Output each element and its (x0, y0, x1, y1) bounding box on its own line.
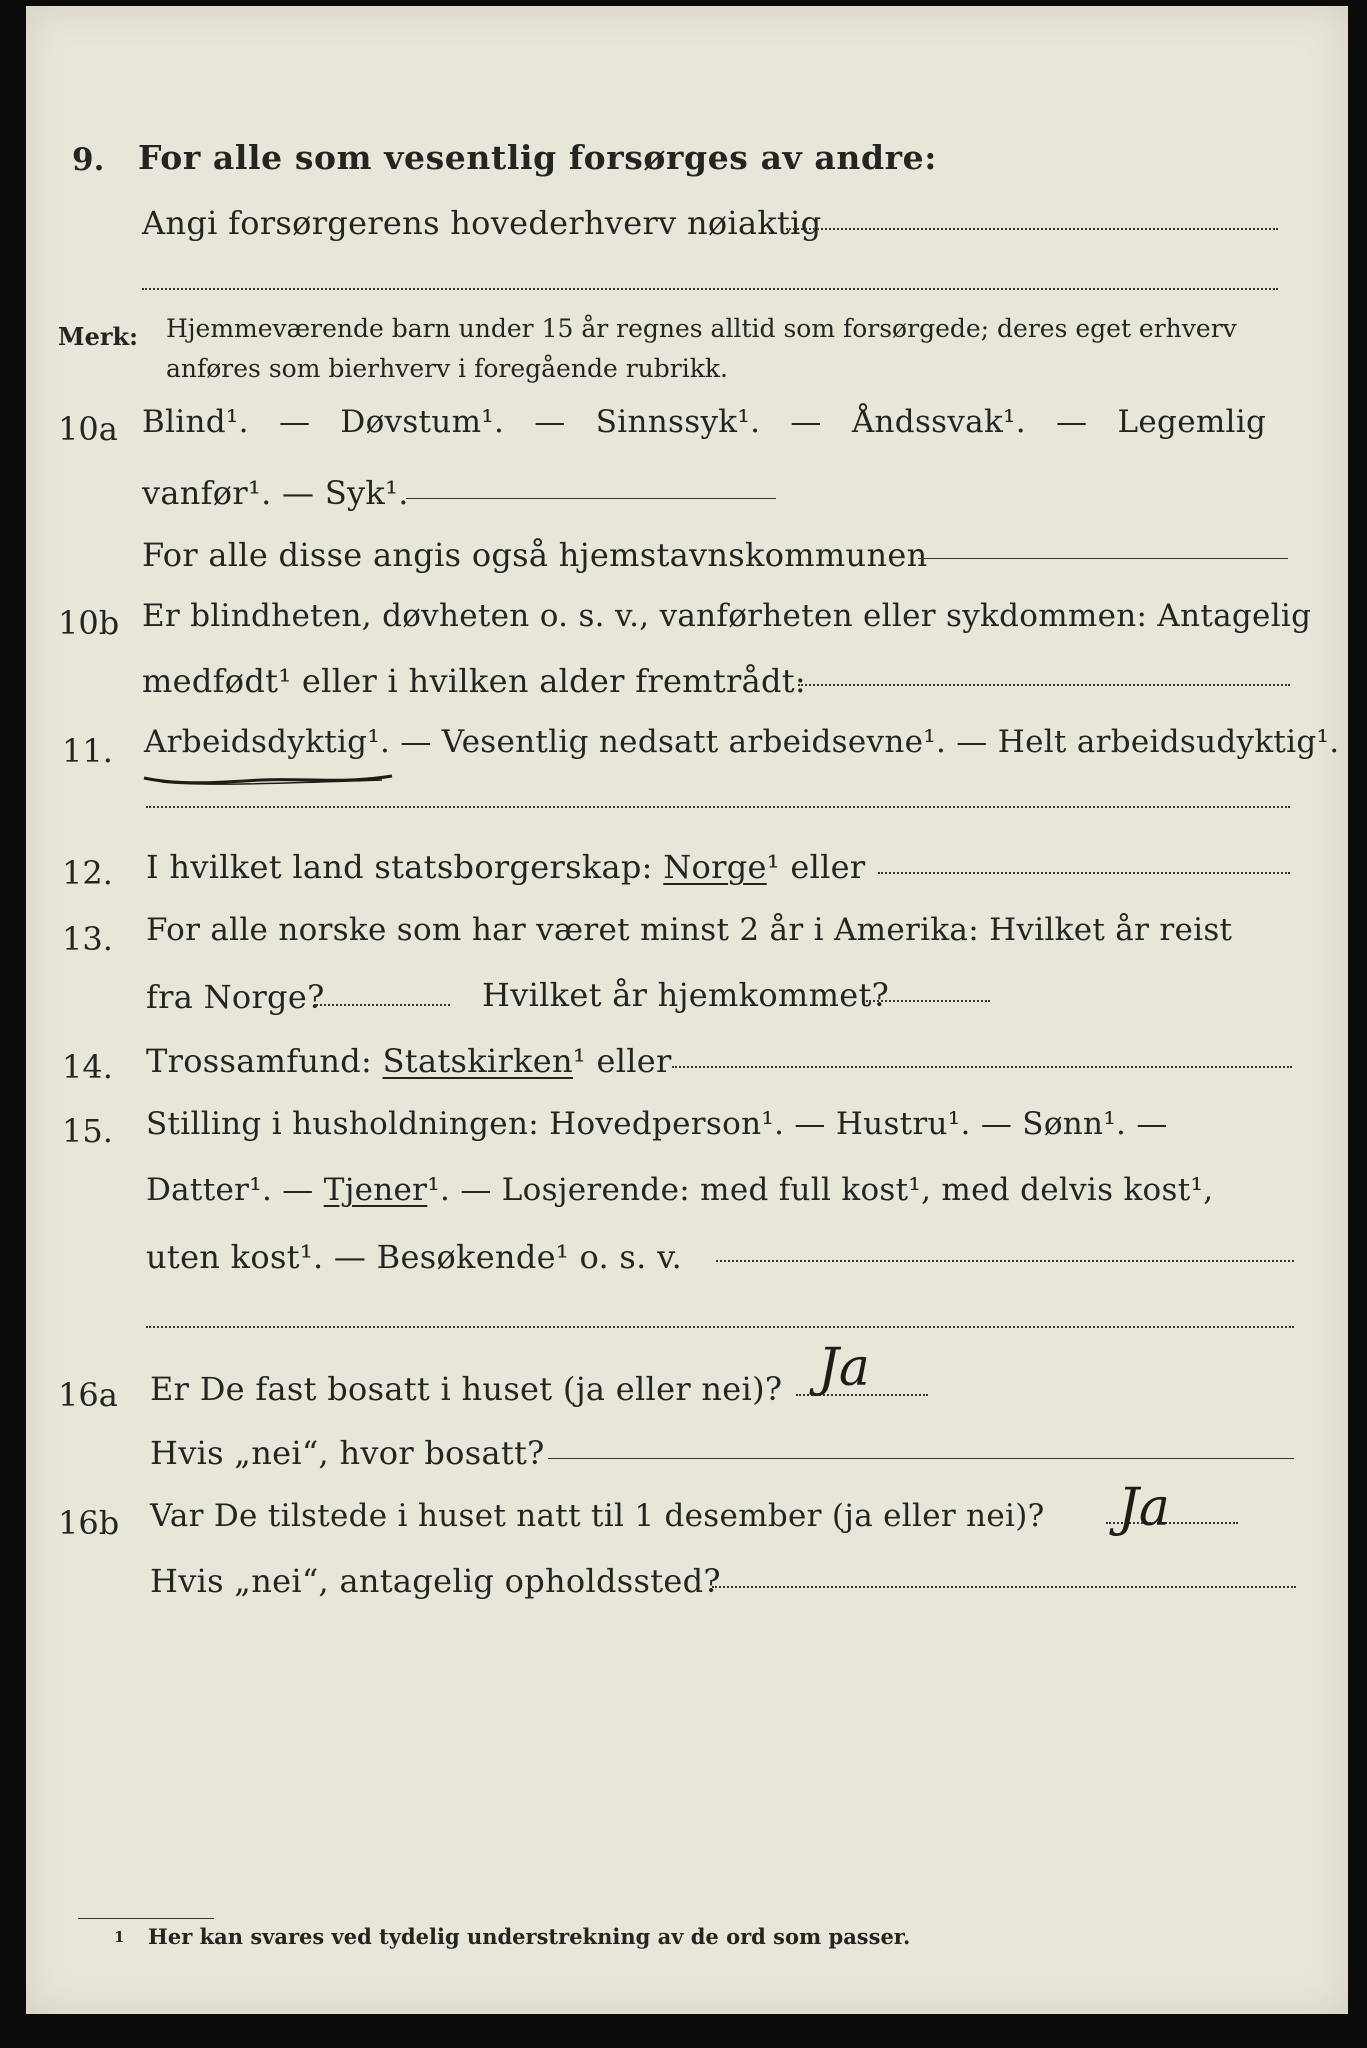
merk-label: Merk: (58, 322, 138, 351)
q15-line3: uten kost¹. — Besøkende¹ o. s. v. (146, 1238, 683, 1276)
q10a-number: 10a (58, 410, 118, 448)
census-form-page (26, 6, 1348, 2014)
q10a-hjemstavn-line[interactable] (918, 558, 1288, 559)
q11-answer-line[interactable] (146, 806, 1290, 808)
q16b-handwritten-answer: Ja (1118, 1478, 1170, 1538)
q16b-line1: Var De tilstede i huset natt til 1 desember (ja eller nei)? (150, 1498, 1045, 1534)
q10a-line2: vanfør¹. — Syk¹. (142, 474, 409, 512)
q16b-number: 16b (58, 1504, 120, 1542)
q16b-line2: Hvis „nei“, antagelig opholdssted? (150, 1562, 721, 1600)
q16a-line2: Hvis „nei“, hvor bosatt? (150, 1434, 545, 1472)
q14-line (146, 1042, 672, 1080)
q11-handwritten-underline (142, 766, 402, 790)
q10b-answer-line[interactable] (798, 684, 1290, 686)
q16b-opholdssted-line[interactable] (712, 1586, 1296, 1588)
q9-number: 9. (72, 142, 105, 178)
q10b-number: 10b (58, 604, 120, 642)
q10a-answer-line[interactable] (406, 498, 776, 499)
q12-option-norge[interactable]: Norge (663, 848, 767, 886)
q9-heading: For alle som vesentlig forsørges av andre: (138, 138, 938, 177)
q15-option-tjener[interactable]: Tjener (323, 1172, 428, 1208)
q10a-line3: For alle disse angis også hjemstavnskommunen (142, 536, 928, 574)
q16a-number: 16a (58, 1376, 118, 1414)
q10a-line1: Blind¹. — Døvstum¹. — Sinnssyk¹. — Åndssvak¹. — Legemlig (142, 404, 1267, 440)
q12-label: I hvilket land statsborgerskap: (146, 848, 664, 886)
q14-label: Trossamfund: (146, 1042, 383, 1080)
q13-line2a: fra Norge? (146, 978, 325, 1016)
merk-text-2: anføres som bierhverv i foregående rubrikk. (166, 354, 728, 383)
q14-number: 14. (62, 1048, 113, 1086)
q13-number: 13. (62, 920, 113, 958)
q12-number: 12. (62, 854, 113, 892)
q9-answer-line[interactable] (786, 228, 1278, 230)
q9-answer-line-2[interactable] (142, 288, 1278, 290)
q12-suffix: ¹ eller (766, 848, 866, 886)
footnote-mark: 1 (114, 1928, 125, 1946)
q14-option-statskirken[interactable]: Statskirken (382, 1042, 573, 1080)
q15-answer-line-2[interactable] (146, 1326, 1294, 1328)
q11-number: 11. (62, 732, 113, 770)
q16a-bosatt-line[interactable] (548, 1458, 1294, 1459)
q13-reist-line[interactable] (316, 1004, 450, 1006)
q13-line1: For alle norske som har været minst 2 år i Amerika: Hvilket år reist (146, 912, 1233, 948)
q12-answer-line[interactable] (878, 872, 1290, 874)
q12-line (146, 848, 865, 886)
q13-line2b: Hvilket år hjemkommet? (482, 976, 890, 1014)
q15-line2-suffix: ¹. — Losjerende: med full kost¹, med delvis kost¹, (427, 1172, 1214, 1208)
q16a-handwritten-answer: Ja (818, 1338, 870, 1398)
q16a-line1: Er De fast bosatt i huset (ja eller nei)? (150, 1370, 783, 1408)
q10b-line1: Er blindheten, døvheten o. s. v., vanførheten eller sykdommen: Antagelig (142, 598, 1312, 634)
q14-answer-line[interactable] (672, 1066, 1292, 1068)
footnote-text: Her kan svares ved tydelig understrekning av de ord som passer. (148, 1924, 911, 1949)
q11-other-options: — Vesentlig nedsatt arbeidsevne¹. — Helt arbeidsudyktig¹. (390, 724, 1340, 760)
q15-number: 15. (62, 1112, 113, 1150)
q13-hjemkommet-line[interactable] (866, 1000, 990, 1002)
footnote-rule (78, 1918, 214, 1919)
q15-answer-line[interactable] (716, 1260, 1294, 1262)
q15-line2 (146, 1172, 1213, 1208)
merk-text-1: Hjemmeværende barn under 15 år regnes alltid som forsørgede; deres eget erhverv (166, 314, 1237, 343)
q10b-line2: medfødt¹ eller i hvilken alder fremtrådt: (142, 662, 806, 700)
q9-label: Angi forsørgerens hovederhverv nøiaktig (142, 204, 822, 242)
q14-suffix: ¹ eller (572, 1042, 672, 1080)
q15-line1: Stilling i husholdningen: Hovedperson¹. — Hustru¹. — Sønn¹. — (146, 1106, 1168, 1142)
q15-line2-prefix: Datter¹. — (146, 1172, 324, 1208)
q11-options (144, 724, 1339, 760)
q11-option-arbeidsdyktig[interactable]: Arbeidsdyktig¹. (144, 724, 391, 760)
